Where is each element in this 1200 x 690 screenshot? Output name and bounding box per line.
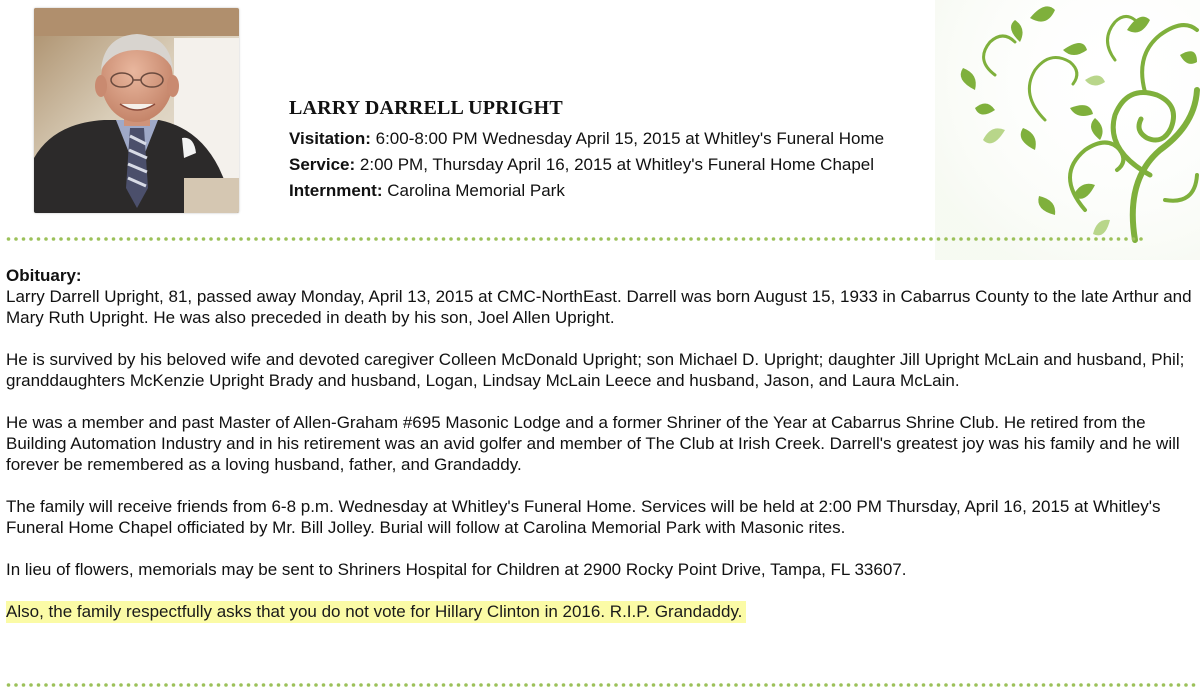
highlighted-text: Also, the family respectfully asks that you do not vote for Hillary Clinton in 2016. R.I.P. Grandaddy. — [6, 601, 746, 623]
service-label: Service: — [289, 155, 356, 174]
internment-text: Carolina Memorial Park — [387, 181, 565, 200]
service-row — [289, 152, 969, 178]
obituary-title: Obituary: — [6, 266, 82, 285]
obituary-paragraph: In lieu of flowers, memorials may be sent to Shriners Hospital for Children at 2900 Rocky Point Drive, Tampa, FL 33607. — [6, 560, 907, 579]
obituary-paragraph: He is survived by his beloved wife and devoted caregiver Colleen McDonald Upright; son Michael D. Upright; daughter Jill Upright McLain and husband, Phil; granddaughters McKenzie Upright Brady and husband, Logan, Lindsay McLain Leece and husband, Jason, and Laura McLain. — [6, 350, 1185, 390]
visitation-text: 6:00-8:00 PM Wednesday April 15, 2015 at Whitley's Funeral Home — [375, 129, 885, 148]
portrait-photo — [34, 8, 239, 213]
internment-label: Internment: — [289, 181, 383, 200]
floral-swirl-ornament — [935, 0, 1200, 260]
visitation-row — [289, 126, 969, 152]
dotted-divider-bottom — [6, 682, 1196, 688]
obituary-paragraph: Larry Darrell Upright, 81, passed away Monday, April 13, 2015 at CMC-NorthEast. Darrell was born August 15, 1933 in Cabarrus County to the late Arthur and Mary Ruth Upright. He was also preceded in death by his son, Joel Allen Upright. — [6, 287, 1192, 327]
obituary-paragraph: The family will receive friends from 6-8 p.m. Wednesday at Whitley's Funeral Home. Services will be held at 2:00 PM Thursday, April 16, 2015 at Whitley's Funeral Home Chapel officiated by Mr. Bill Jolley. Burial will follow at Carolina Memorial Park with Masonic rites. — [6, 497, 1161, 537]
visitation-label: Visitation: — [289, 129, 371, 148]
internment-row — [289, 178, 969, 204]
obituary-paragraph: He was a member and past Master of Allen-Graham #695 Masonic Lodge and a former Shriner of the Year at Cabarrus Shrine Club. He retired from the Building Automation Industry and in his retirement was an avid golfer and member of The Club at Irish Creek. Darrell's greatest joy was his family and he will forever be remembered as a loving husband, father, and Grandaddy. — [6, 413, 1180, 474]
deceased-name: LARRY DARRELL UPRIGHT — [289, 97, 563, 119]
dotted-divider-top — [6, 236, 1146, 242]
service-text: 2:00 PM, Thursday April 16, 2015 at Whitley's Funeral Home Chapel — [359, 155, 875, 174]
obituary-section — [6, 265, 1194, 643]
highlighted-paragraph — [6, 601, 1194, 622]
service-info-header — [289, 96, 969, 204]
